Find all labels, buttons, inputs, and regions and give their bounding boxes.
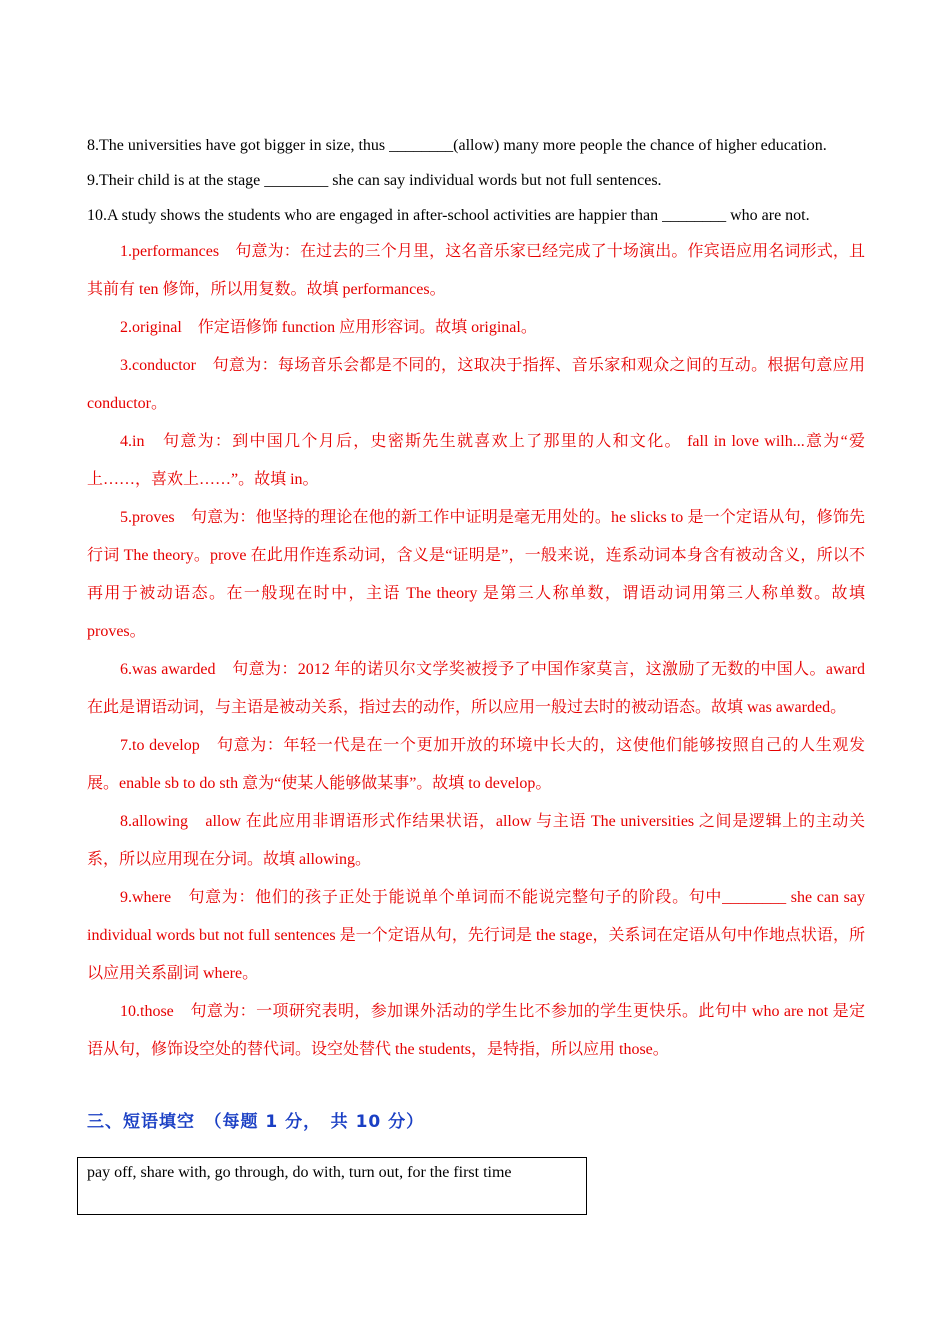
answer-5: 5.proves 句意为：他坚持的理论在他的新工作中证明是毫无用处的。he slicks to 是一个定语从句，修饰先行词 The theory。prove 在此用作连系动词，含义是“证明是”，一般来说，连系动词本身含有被动含义，所以不再用于被动语态。在一般现在时中，主语 The theory 是第三人称单数，谓语动词用第三人称单数。故填 proves。 [87,509,865,640]
answer-explanations [87,233,865,1069]
answer-1: 1.performances 句意为：在过去的三个月里，这名音乐家已经完成了十场演出。作宾语应用名词形式，且其前有 ten 修饰，所以用复数。故填 performances。 [87,243,865,298]
phrase-box [77,1157,587,1215]
answer-7: 7.to develop 句意为：年轻一代是在一个更加开放的环境中长大的，这使他们能够按照自己的人生观发展。enable sb to do sth 意为“使某人能够做某事”。故填 to develop。 [87,737,865,792]
phrase-list: pay off, share with, go through, do with, turn out, for the first time [87,1164,512,1181]
answer-4: 4.in 句意为：到中国几个月后，史密斯先生就喜欢上了那里的人和文化。 fall in love wilh...意为“爱上……，喜欢上……”。故填 in。 [87,433,865,488]
answer-8: 8.allowing allow 在此应用非谓语形式作结果状语，allow 与主语 The universities 之间是逻辑上的主动关系，所以应用现在分词。故填 allowing。 [87,813,865,868]
document-page [87,128,865,1137]
section-heading: 三、短语填空 （每题 1 分， 共 10 分） [87,1112,425,1132]
answer-3: 3.conductor 句意为：每场音乐会都是不同的，这取决于指挥、音乐家和观众之间的互动。根据句意应用 conductor。 [87,357,865,412]
question-8: 8.The universities have got bigger in size, thus ________(allow) many more people the chance of higher education. [87,137,827,154]
answer-10: 10.those 句意为：一项研究表明，参加课外活动的学生比不参加的学生更快乐。此句中 who are not 是定语从句，修饰设空处的替代词。设空处替代 the students，是特指，所以应用 those。 [87,1003,865,1058]
answer-6: 6.was awarded 句意为：2012 年的诺贝尔文学奖被授予了中国作家莫言，这激励了无数的中国人。award 在此是谓语动词，与主语是被动关系，指过去的动作，所以应用一般过去时的被动语态。故填 was awarded。 [87,661,865,716]
question-9: 9.Their child is at the stage ________ she can say individual words but not full sentences. [87,172,662,189]
question-10: 10.A study shows the students who are engaged in after-school activities are happier than ________ who are not. [87,207,810,224]
answer-9: 9.where 句意为：他们的孩子正处于能说单个单词而不能说完整句子的阶段。句中________ she can say individual words but not full sentences 是一个定语从句，先行词是 the stage，关系词在定语从句中作地点状语，所以应用关系副词 where。 [87,889,865,982]
answer-2: 2.original 作定语修饰 function 应用形容词。故填 original。 [120,319,537,336]
